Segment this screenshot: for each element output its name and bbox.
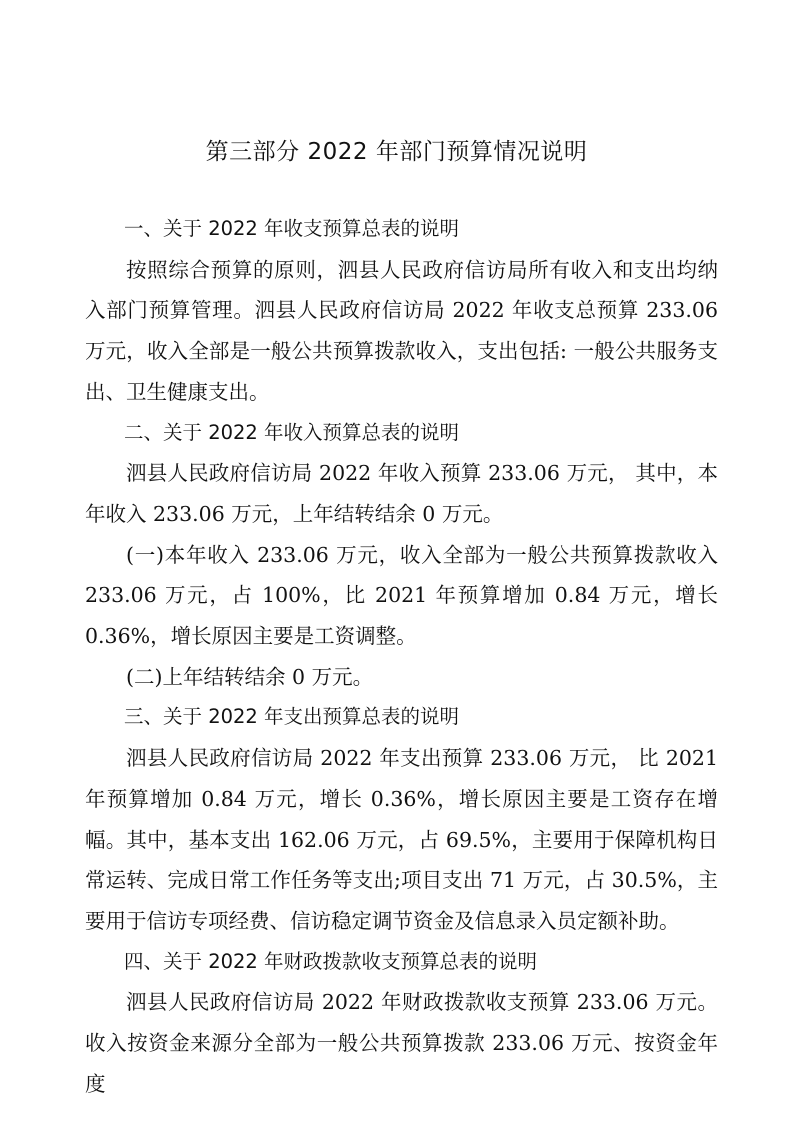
section-heading-4: 四、关于 2022 年财政拨款收支预算总表的说明: [124, 949, 538, 973]
document-body: [85, 209, 718, 1104]
section-2-paragraph-3: (二)上年结转结余 0 万元。: [126, 664, 374, 689]
section-1-paragraph-1: 按照综合预算的原则，泗县人民政府信访局所有收入和支出均纳入部门预算管理。泗县人民政府信访局 2022 年收支总预算 233.06 万元，收入全部是一般公共预算拨款收入，支出包括: 一般公共服务支出、卫生健康支出。: [85, 257, 718, 404]
section-heading-1: 一、关于 2022 年收支预算总表的说明: [124, 217, 460, 240]
section-4-paragraph-1: 泗县人民政府信访局 2022 年财政拨款收支预算 233.06 万元。收入按资金来源分全部为一般公共预算拨款 233.06 万元、按资金年度: [85, 990, 718, 1096]
section-heading-3: 三、关于 2022 年支出预算总表的说明: [124, 705, 460, 729]
page-title: 第三部分 2022 年部门预算情况说明: [205, 139, 588, 165]
section-heading-2: 二、关于 2022 年收入预算总表的说明: [124, 420, 460, 444]
section-3-paragraph-1: 泗县人民政府信访局 2022 年支出预算 233.06 万元， 比 2021 年预算增加 0.84 万元，增长 0.36%，增长原因主要是工资存在增幅。其中，基本支出 162.06 万元，占 69.5%，主要用于保障机构日常运转、完成日常工作任务等支出;项目支出 71 万元，占 30.5%，主要用于信访专项经费、信访稳定调节资金及信息录入员定额补助。: [85, 746, 718, 933]
section-2-paragraph-2: (一)本年收入 233.06 万元，收入全部为一般公共预算拨款收入 233.06 万元，占 100%，比 2021 年预算增加 0.84 万元，增长 0.36%，增长原因主要是工资调整。: [85, 542, 718, 648]
section-2-paragraph-1: 泗县人民政府信访局 2022 年收入预算 233.06 万元， 其中，本年收入 233.06 万元，上年结转结余 0 万元。: [85, 461, 718, 526]
